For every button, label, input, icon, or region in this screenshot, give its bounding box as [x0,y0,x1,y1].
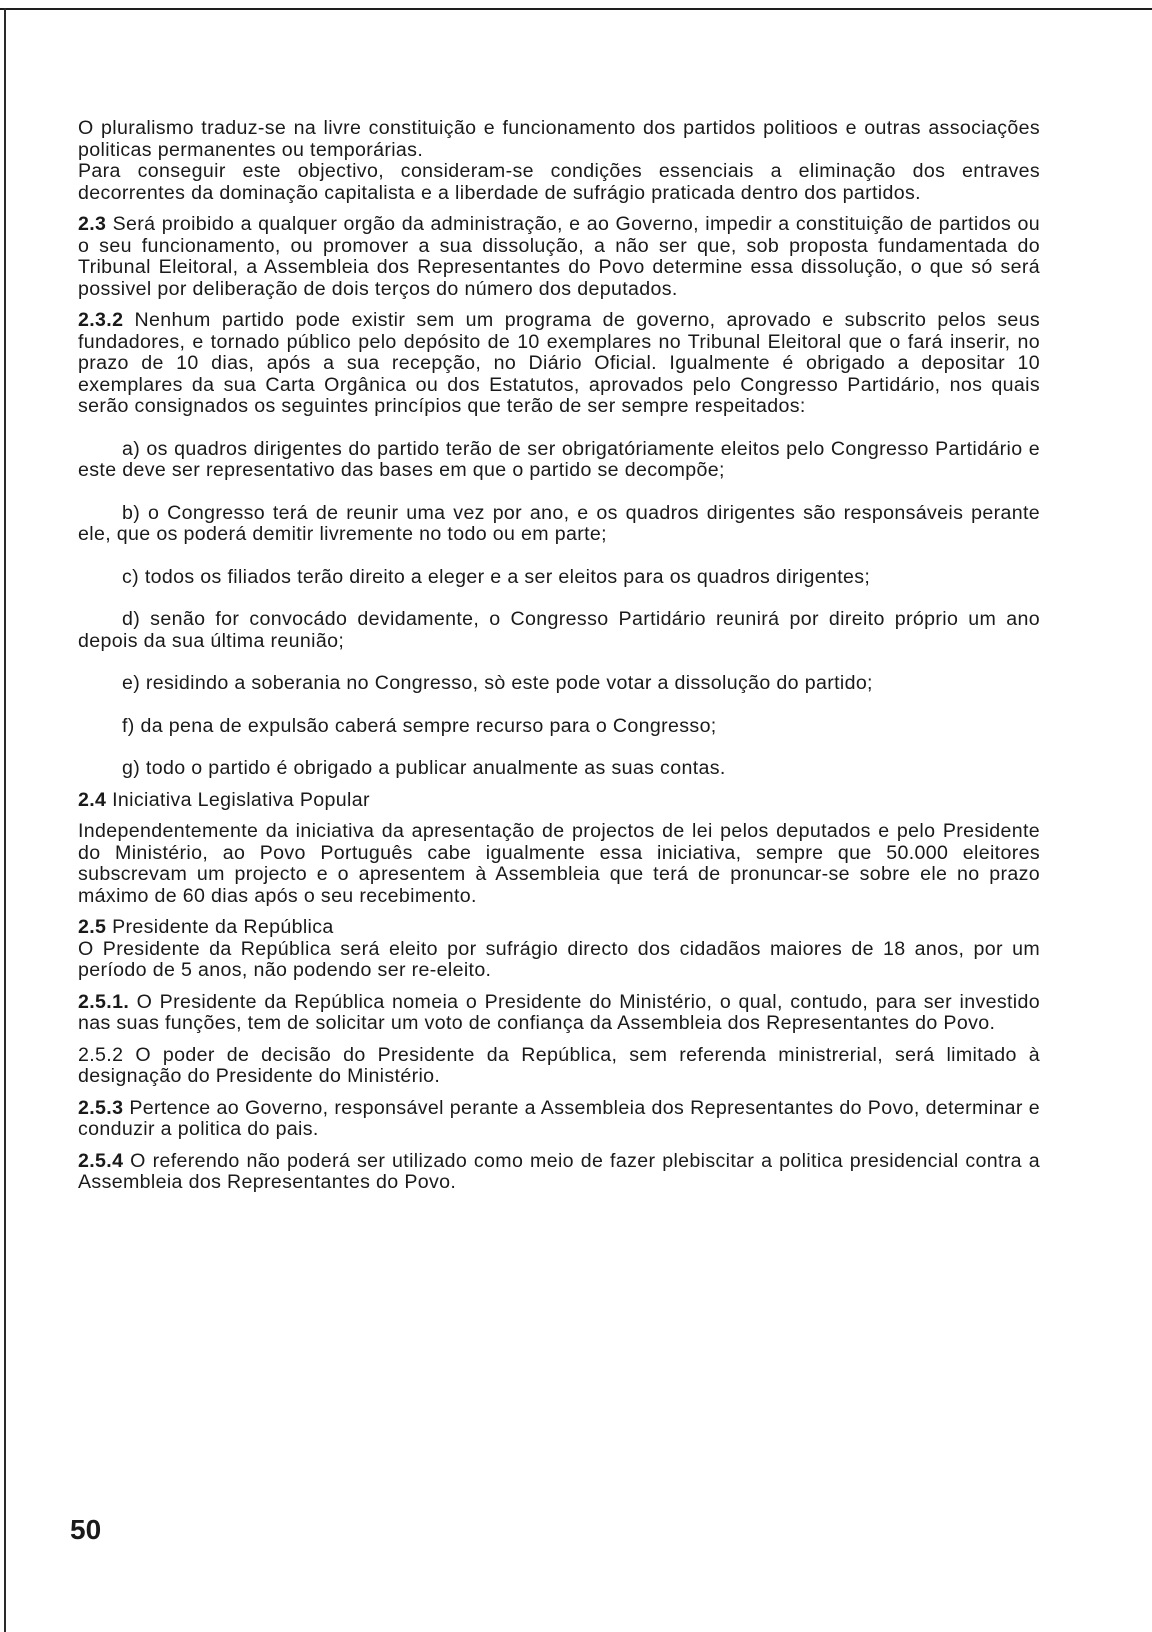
list-item-e: e) residindo a soberania no Congresso, sò este pode votar a dissolução do partido; [122,672,873,694]
section-number: 2.5.2 [78,1043,124,1066]
list-item-d: d) senão for convocádo devidamente, o Congresso Partidário reunirá por direito próprio um ano depois da sua última reunião; [78,608,1040,652]
section-text: Pertence ao Governo, responsável perante a Assembleia dos Representantes do Povo, determinar e conduzir a politica do pais. [78,1096,1040,1140]
section-text: Será proibido a qualquer orgão da administração, e ao Governo, impedir a constituição de partidos ou o seu funcionamento, ou promover a sua dissolução, a não ser que, sob proposta fundamentada do Tribunal Eleitoral, a Assembleia dos Representantes do Povo determine essa dissolução, o que só será possivel por deliberação de dois terços do número dos deputados. [78,213,1040,300]
paragraph-objective: Para conseguir este objectivo, consideram-se condições essenciais a eliminação dos entraves decorrentes da dominação capitalista e a liberdade de sufrágio praticada dentro dos partidos. [78,160,1040,204]
list-item-c: c) todos os filiados terão direito a eleger e a ser eleitos para os quadros dirigentes; [122,565,871,588]
list-item-g: g) todo o partido é obrigado a publicar anualmente as suas contas. [122,757,726,779]
page-number: 50 [70,1514,102,1545]
section-number: 2.5 [78,916,107,938]
section-text: O referendo não poderá ser utilizado como meio de fazer plebiscitar a politica presidencial contra a Assembleia dos Representantes do Povo. [78,1149,1040,1193]
section-2-3 [78,214,1040,300]
paragraph-intro: O pluralismo traduz-se na livre constituição e funcionamento dos partidos politioos e outras associações politicas permanentes ou temporárias. [78,117,1040,161]
section-title: Iniciativa Legislativa Popular [112,788,370,811]
section-2-4-heading [78,790,1040,812]
section-number: 2.5.4 [78,1149,124,1172]
section-2-5-text: O Presidente da República será eleito por sufrágio directo dos cidadãos maiores de 18 anos, por um período de 5 anos, não podendo ser re-eleito. [78,937,1040,981]
section-number: 2.5.1. [78,990,130,1013]
page-frame-top-edge [0,8,1152,10]
document-page [78,118,1040,1194]
list-item-f: f) da pena de expulsão caberá sempre recurso para o Congresso; [122,714,717,737]
section-2-5-4 [78,1151,1040,1194]
section-number: 2.5.3 [78,1096,124,1119]
section-2-5-2 [78,1045,1040,1088]
section-number: 2.3.2 [78,309,124,331]
list-item-a: a) os quadros dirigentes do partido terão de ser obrigatóriamente eleitos pelo Congresso Partidário e este deve ser representativo das bases em que o partido se decompõe; [78,437,1040,481]
section-number: 2.4 [78,788,107,811]
section-2-5-heading [78,917,1040,939]
section-text: O Presidente da República nomeia o Presidente do Ministério, o qual, contudo, para ser investido nas suas funções, tem de solicitar um voto de confiança da Assembleia dos Representantes do Povo. [78,990,1041,1034]
section-title: Presidente da República [112,916,334,938]
section-2-5-3 [78,1098,1040,1141]
section-text: Nenhum partido pode existir sem um programa de governo, aprovado e subscrito pelos seus fundadores, e tornado público pelo depósito de 10 exemplares no Tribunal Eleitoral que o fará inserir, no prazo de 10 dias, após a sua recepção, no Diário Oficial. Igualmente é obrigado a depositar 10 exemplares da sua Carta Orgânica ou dos Estatutos, aprovados pelo Congresso Partidário, nos quais serão consignados os seguintes princípios que terão de ser sempre respeitados: [78,309,1040,417]
section-2-5-1 [78,992,1040,1035]
section-number: 2.3 [78,213,107,235]
page-frame-left-edge [4,8,6,1632]
section-2-3-2 [78,310,1040,418]
section-text: O poder de decisão do Presidente da República, sem referenda ministrerial, será limitado à designação do Presidente do Ministério. [78,1043,1040,1087]
list-item-b: b) o Congresso terá de reunir uma vez por ano, e os quadros dirigentes são responsáveis perante ele, que os poderá demitir livremente no todo ou em parte; [78,501,1040,545]
section-2-4-text: Independentemente da iniciativa da apresentação de projectos de lei pelos deputados e pelo Presidente do Ministério, ao Povo Português cabe igualmente essa iniciativa, sempre que 50.000 eleitores subscrevam um projecto e o apresentem à Assembleia que terá de pronuncar-se sobre ele no prazo máximo de 60 dias após o seu recebimento. [78,820,1040,907]
